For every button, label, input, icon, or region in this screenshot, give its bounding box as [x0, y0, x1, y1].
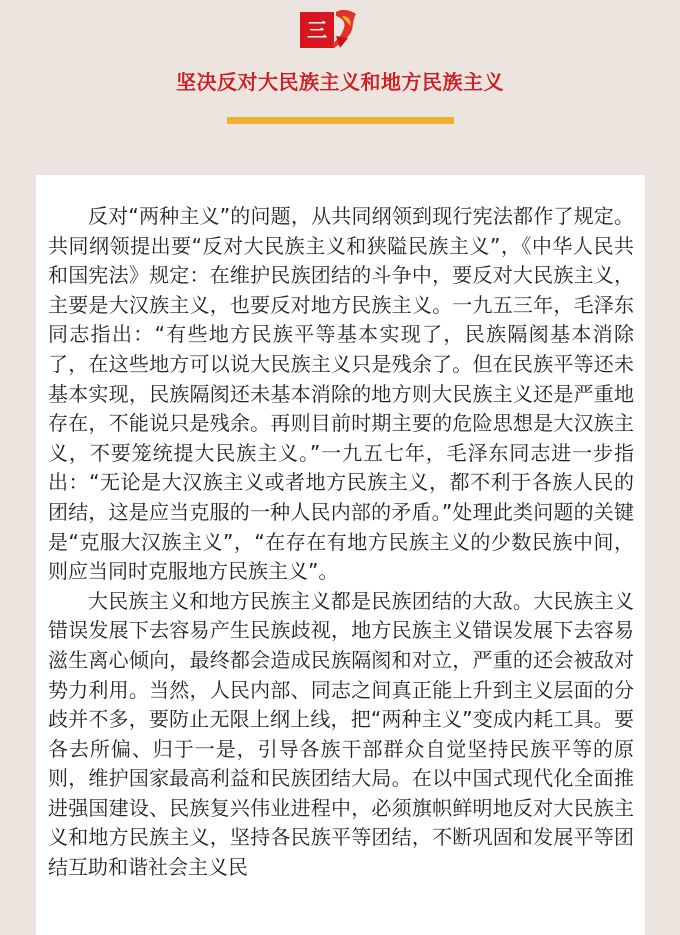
section-number: 三 — [300, 12, 334, 48]
section-badge — [300, 8, 360, 50]
article-card — [36, 175, 645, 935]
title-underline — [227, 117, 454, 124]
red-flag-icon — [330, 8, 360, 50]
article-title: 坚决反对大民族主义和地方民族主义 — [176, 70, 504, 94]
header — [0, 0, 680, 175]
paragraph: 反对“两种主义”的问题，从共同纲领到现行宪法都作了规定。共同纲领提出要“反对大民族主义和狭隘民族主义”，《中华人民共和国宪法》规定：在维护民族团结的斗争中，要反对大民族主义，主要是大汉族主义，也要反对地方民族主义。一九五三年，毛泽东同志指出：“有些地方民族平等基本实现了，民族隔阂基本消除了，在这些地方可以说大民族主义只是残余了。但在民族平等还未基本实现，民族隔阂还未基本消除的地方则大民族主义还是严重地存在，不能说只是残余。再则目前时期主要的危险思想是大汉族主义，不要笼统提大民族主义。”一九五七年，毛泽东同志进一步指出：“无论是大汉族主义或者地方民族主义，都不利于各族人民的团结，这是应当克服的一种人民内部的矛盾。”处理此类问题的关键是“克服大汉族主义”，“在存在有地方民族主义的少数民族中间，则应当同时克服地方民族主义”。 — [48, 204, 634, 584]
paragraph: 大民族主义和地方民族主义都是民族团结的大敌。大民族主义错误发展下去容易产生民族歧视，地方民族主义错误发展下去容易滋生离心倾向，最终都会造成民族隔阂和对立，严重的还会被敌对势力利用。当然，人民内部、同志之间真正能上升到主义层面的分歧并不多，要防止无限上纲上线，把“两种主义”变成内耗工具。要各去所偏、归于一是，引导各族干部群众自觉坚持民族平等的原则，维护国家最高利益和民族团结大局。在以中国式现代化全面推进强国建设、民族复兴伟业进程中，必须旗帜鲜明地反对大民族主义和地方民族主义，坚持各民族平等团结，不断巩固和发展平等团结互助和谐社会主义民 — [48, 588, 634, 880]
article-body — [48, 202, 634, 883]
